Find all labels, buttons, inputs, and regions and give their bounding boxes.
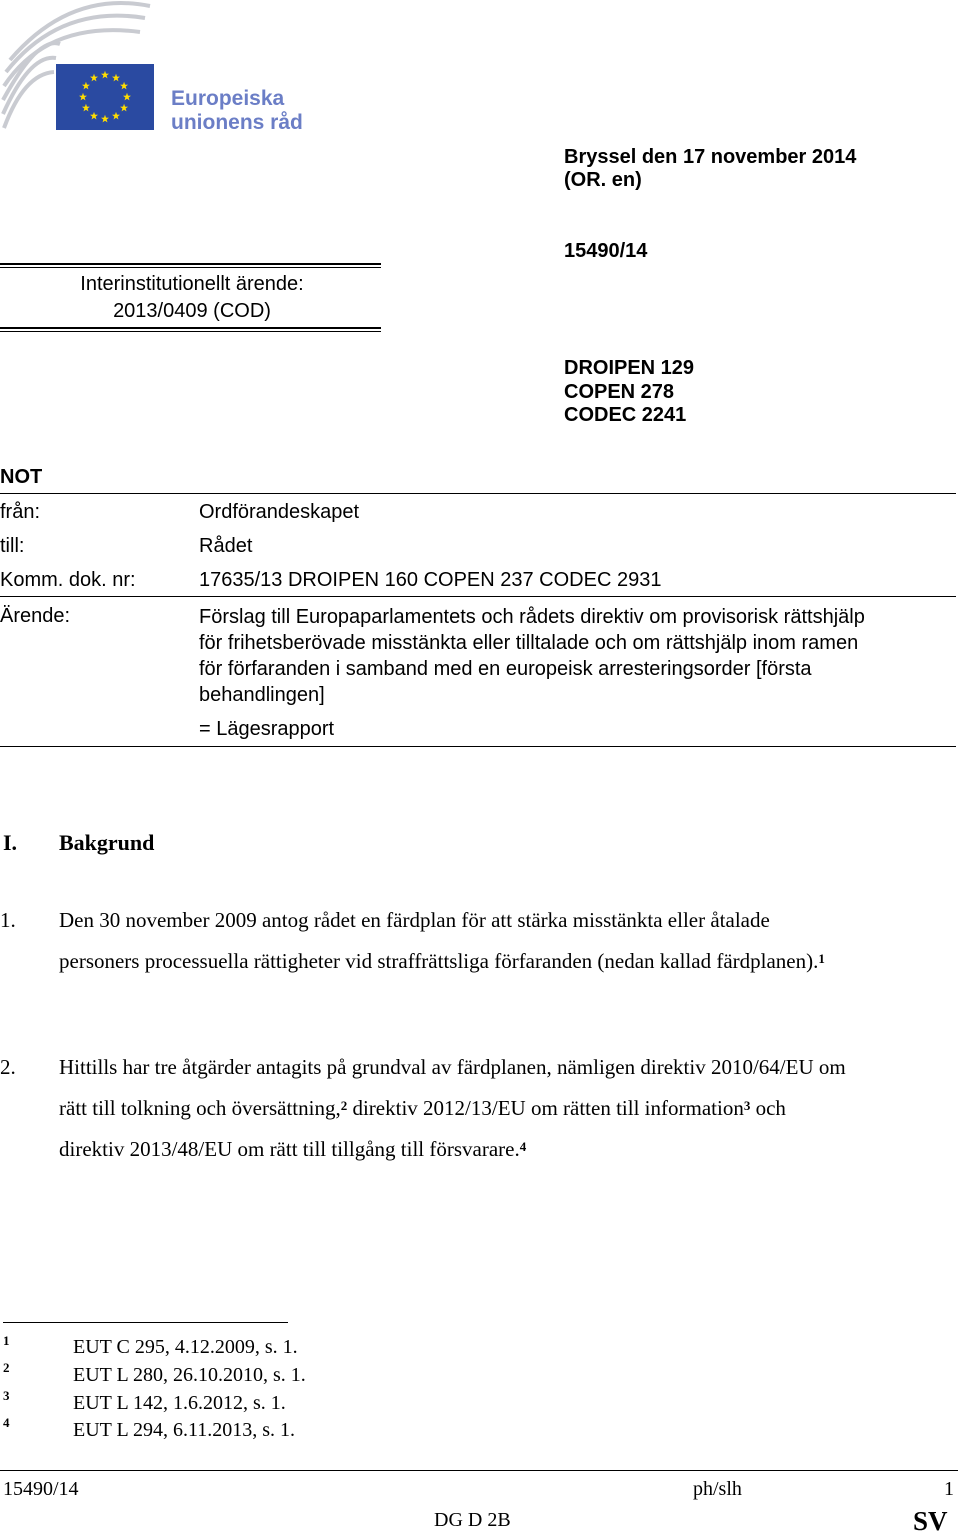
- footnote-ref[interactable]: 3: [743, 1098, 751, 1113]
- section-title: Bakgrund: [59, 830, 155, 855]
- subject-status: = Lägesrapport: [199, 718, 335, 740]
- flag-star-icon: [120, 104, 128, 112]
- footnote-number: 4: [3, 1415, 10, 1430]
- komm-value: 17635/13 DROIPEN 160 COPEN 237 CODEC 2931: [199, 569, 662, 591]
- flag-star-icon: [101, 71, 109, 79]
- paragraph-text: rätt till tolkning och översättning,: [59, 1096, 341, 1120]
- paragraph-text: direktiv 2013/48/EU om rätt till tillgång till försvarare.: [59, 1137, 520, 1161]
- footnote-ref[interactable]: 2: [340, 1098, 348, 1113]
- paragraph-line: Den 30 november 2009 antog rådet en färdplan för att stärka misstänkta eller åtalade: [59, 908, 770, 932]
- paragraph-line: [59, 941, 954, 982]
- paragraph-line: Hittills har tre åtgärder antagits på grundval av färdplanen, nämligen direktiv 2010/64/EU om: [59, 1055, 846, 1079]
- document-number: 15490/14: [564, 240, 648, 262]
- paragraph-number: 1.: [0, 908, 16, 932]
- flag-star-icon: [90, 74, 98, 82]
- flag-star-icon: [82, 104, 90, 112]
- flag-star-icon: [112, 74, 120, 82]
- footnote-text: EUT L 294, 6.11.2013, s. 1.: [73, 1419, 296, 1441]
- rule: [0, 493, 956, 494]
- subject-line: för förfaranden i samband med en europeisk arresteringsorder [första: [199, 658, 812, 680]
- footer-page-number: 1: [944, 1478, 954, 1500]
- from-label: från:: [0, 501, 41, 523]
- footnote-number: 3: [3, 1388, 10, 1403]
- double-rule-bottom: [0, 327, 381, 332]
- subject-label: Ärende:: [0, 605, 71, 627]
- paragraph-number: 2.: [0, 1055, 16, 1079]
- komm-label: Komm. dok. nr:: [0, 569, 136, 591]
- subject-text: [199, 604, 959, 708]
- footnote-separator: [3, 1322, 288, 1323]
- paragraph-text: personers processuella rättigheter vid straffrättsliga förfaranden (nedan kallad färdplanen).: [59, 949, 819, 973]
- original-language: (OR. en): [564, 169, 642, 191]
- code-line: CODEC 2241: [564, 404, 687, 426]
- to-value: Rådet: [199, 535, 253, 557]
- footer-dg: DG D 2B: [434, 1509, 511, 1531]
- footer-doc-number: 15490/14: [3, 1478, 79, 1500]
- flag-star-icon: [120, 82, 128, 90]
- subject-line: Förslag till Europaparlamentets och rådets direktiv om provisorisk rättshjälp: [199, 606, 865, 628]
- eu-flag-icon: [56, 64, 154, 130]
- code-line: DROIPEN 129: [564, 357, 695, 379]
- paragraph-2: [59, 1047, 954, 1170]
- flag-star-icon: [90, 112, 98, 120]
- interinstitutional-label: Interinstitutionellt ärende:: [80, 273, 304, 295]
- footnote-number: 1: [3, 1333, 10, 1348]
- flag-star-icon: [123, 93, 131, 101]
- logo-text-line1: Europeiska: [171, 87, 285, 110]
- paragraph-line: [59, 1129, 954, 1170]
- rule: [0, 596, 956, 597]
- flag-star-icon: [79, 93, 87, 101]
- logo-text-line2: unionens råd: [171, 111, 303, 134]
- rule: [0, 746, 956, 747]
- paragraph-text: och: [750, 1096, 786, 1120]
- footnote-text: EUT C 295, 4.12.2009, s. 1.: [73, 1336, 298, 1358]
- flag-star-icon: [82, 82, 90, 90]
- from-value: Ordförandeskapet: [199, 501, 360, 523]
- double-rule-top: [0, 263, 381, 268]
- note-title: NOT: [0, 466, 43, 488]
- date-line: Bryssel den 17 november 2014: [564, 146, 857, 168]
- subject-line: behandlingen]: [199, 684, 325, 706]
- footnote-text: EUT L 142, 1.6.2012, s. 1.: [73, 1392, 286, 1414]
- paragraph-1: [59, 900, 954, 982]
- code-line: COPEN 278: [564, 381, 675, 403]
- section-number: I.: [3, 830, 18, 855]
- footnote-number: 2: [3, 1360, 10, 1375]
- footer-rule: [0, 1470, 958, 1471]
- footer-initials: ph/slh: [693, 1478, 742, 1500]
- footnote-ref[interactable]: 1: [818, 951, 825, 966]
- footnote-text: EUT L 280, 26.10.2010, s. 1.: [73, 1364, 306, 1386]
- subject-line: för frihetsberövade misstänkta eller tilltalade och om rättshjälp inom ramen: [199, 632, 859, 654]
- footnote-ref[interactable]: 4: [519, 1139, 527, 1154]
- flag-star-icon: [112, 112, 120, 120]
- to-label: till:: [0, 535, 25, 557]
- interinstitutional-value: 2013/0409 (COD): [113, 300, 271, 322]
- flag-star-icon: [101, 115, 109, 123]
- paragraph-line: [59, 1088, 954, 1129]
- paragraph-text: direktiv 2012/13/EU om rätten till information: [347, 1096, 744, 1120]
- footer-language: SV: [913, 1506, 948, 1536]
